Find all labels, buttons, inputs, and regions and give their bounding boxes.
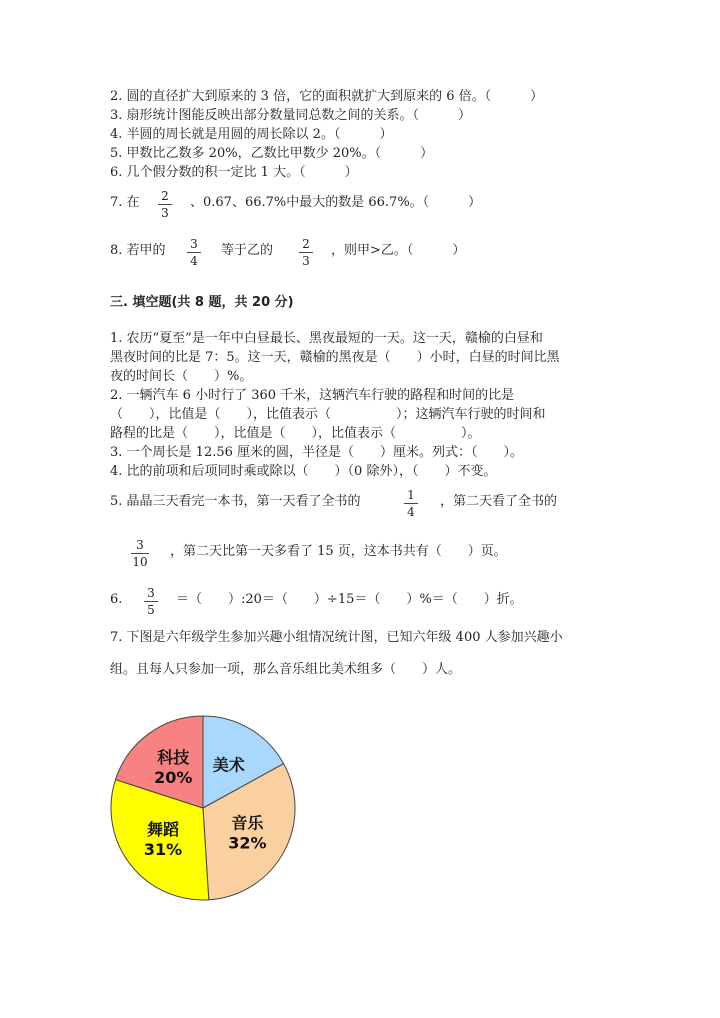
fraction-numerator: 2 [161, 189, 169, 203]
interest-group-pie-chart [100, 708, 310, 908]
pie-slice-name-1: 音乐 [231, 813, 264, 833]
judge-q8-mid: 等于乙的 [221, 243, 274, 258]
judge-q7-pre: 7. 在 [110, 195, 140, 210]
fill-q6-post: ＝（ ）:20＝（ ）÷15＝（ ）%＝（ ）折。 [176, 592, 523, 607]
fraction-denominator: 3 [302, 254, 310, 268]
fraction-bar [404, 503, 418, 504]
fill-q4: 4. 比的前项和后项同时乘或除以（ ）（0 除外），（ ）不变。 [110, 464, 497, 479]
judge-q8-fraction-1 [186, 237, 202, 268]
fraction-bar [131, 553, 149, 554]
fraction-denominator: 5 [147, 603, 155, 617]
fraction-bar [144, 601, 158, 602]
fraction-numerator: 3 [190, 237, 198, 251]
judge-q5: 5. 甲数比乙数多 20%，乙数比甲数少 20%。（ ） [110, 146, 434, 161]
judge-q8-post: ，则甲>乙。（ ） [331, 243, 466, 258]
pie-slice-name-3: 科技 [157, 748, 190, 768]
judge-q7-fraction [157, 189, 173, 220]
fraction-numerator: 3 [136, 538, 144, 552]
judge-q4: 4. 半圆的周长就是用圆的周长除以 2。（ ） [110, 127, 393, 142]
fraction-bar [158, 204, 172, 205]
fill-q1-line1: 1. 农历“夏至”是一年中白昼最长、黑夜最短的一天。这一天，赣榆的白昼和 [110, 331, 543, 346]
judge-q8-pre: 8. 若甲的 [110, 243, 166, 258]
fill-q7-line2: 组。且每人只参加一项，那么音乐组比美术组多（ ）人。 [110, 662, 462, 677]
fill-q2-line1: 2. 一辆汽车 6 小时行了 360 千米，这辆汽车行驶的路程和时间的比是 [110, 388, 515, 403]
section-heading: 三. 填空题(共 8 题，共 20 分) [110, 295, 294, 310]
judge-q3: 3. 扇形统计图能反映出部分数量同总数之间的关系。（ ） [110, 108, 472, 123]
fraction-denominator: 10 [132, 555, 148, 569]
fill-q5-post: ，第二天看了全书的 [440, 494, 558, 509]
pie-slice-label-1: 32% [228, 833, 267, 853]
fill-q7-line1: 7. 下图是六年级学生参加兴趣小组情况统计图，已知六年级 400 人参加兴趣小 [110, 630, 563, 645]
judge-q6: 6. 几个假分数的积一定比 1 大。（ ） [110, 165, 358, 180]
fraction-denominator: 4 [190, 254, 198, 268]
fraction-bar [299, 252, 313, 253]
fraction-numerator: 1 [407, 488, 415, 502]
judge-q8-fraction-2 [298, 237, 314, 268]
fill-q6-pre: 6. [110, 592, 123, 607]
fill-q3: 3. 一个周长是 12.56 厘米的圆，半径是（ ）厘米。列式：（ ）。 [110, 445, 524, 460]
judge-q2: 2. 圆的直径扩大到原来的 3 倍，它的面积就扩大到原来的 6 倍。（ ） [110, 89, 544, 104]
fill-q5-line2: ，第二天比第一天多看了 15 页，这本书共有（ ）页。 [170, 544, 507, 559]
fill-q2-line2: （ ），比值是（ ），比值表示（ ）；这辆汽车行驶的时间和 [110, 407, 546, 422]
fill-q5-pre: 5. 晶晶三天看完一本书，第一天看了全书的 [110, 494, 361, 509]
fraction-numerator: 2 [302, 237, 310, 251]
fraction-bar [187, 252, 201, 253]
fraction-numerator: 3 [147, 586, 155, 600]
fill-q1-line3: 夜的时间长（ ）%。 [110, 369, 253, 384]
pie-slice-label-3: 20% [154, 768, 193, 788]
fraction-denominator: 4 [407, 505, 415, 519]
fill-q6-fraction [143, 586, 159, 617]
fill-q5-fraction-2 [130, 538, 150, 569]
fill-q5-fraction-1 [403, 488, 419, 519]
pie-slice-name-0: 美术 [212, 755, 245, 775]
fill-q2-line3: 路程的比是（ ），比值是（ ），比值表示（ ）。 [110, 426, 481, 441]
pie-slice-label-2: 31% [143, 840, 183, 860]
pie-slice-name-2: 舞蹈 [147, 820, 180, 840]
fill-q1-line2: 黑夜时间的比是 7：5。这一天，赣榆的黑夜是（ ）小时，白昼的时间比黑 [110, 350, 560, 365]
fraction-denominator: 3 [161, 206, 169, 220]
judge-q7-post: 、0.67、66.7%中最大的数是 66.7%。（ ） [190, 195, 482, 210]
